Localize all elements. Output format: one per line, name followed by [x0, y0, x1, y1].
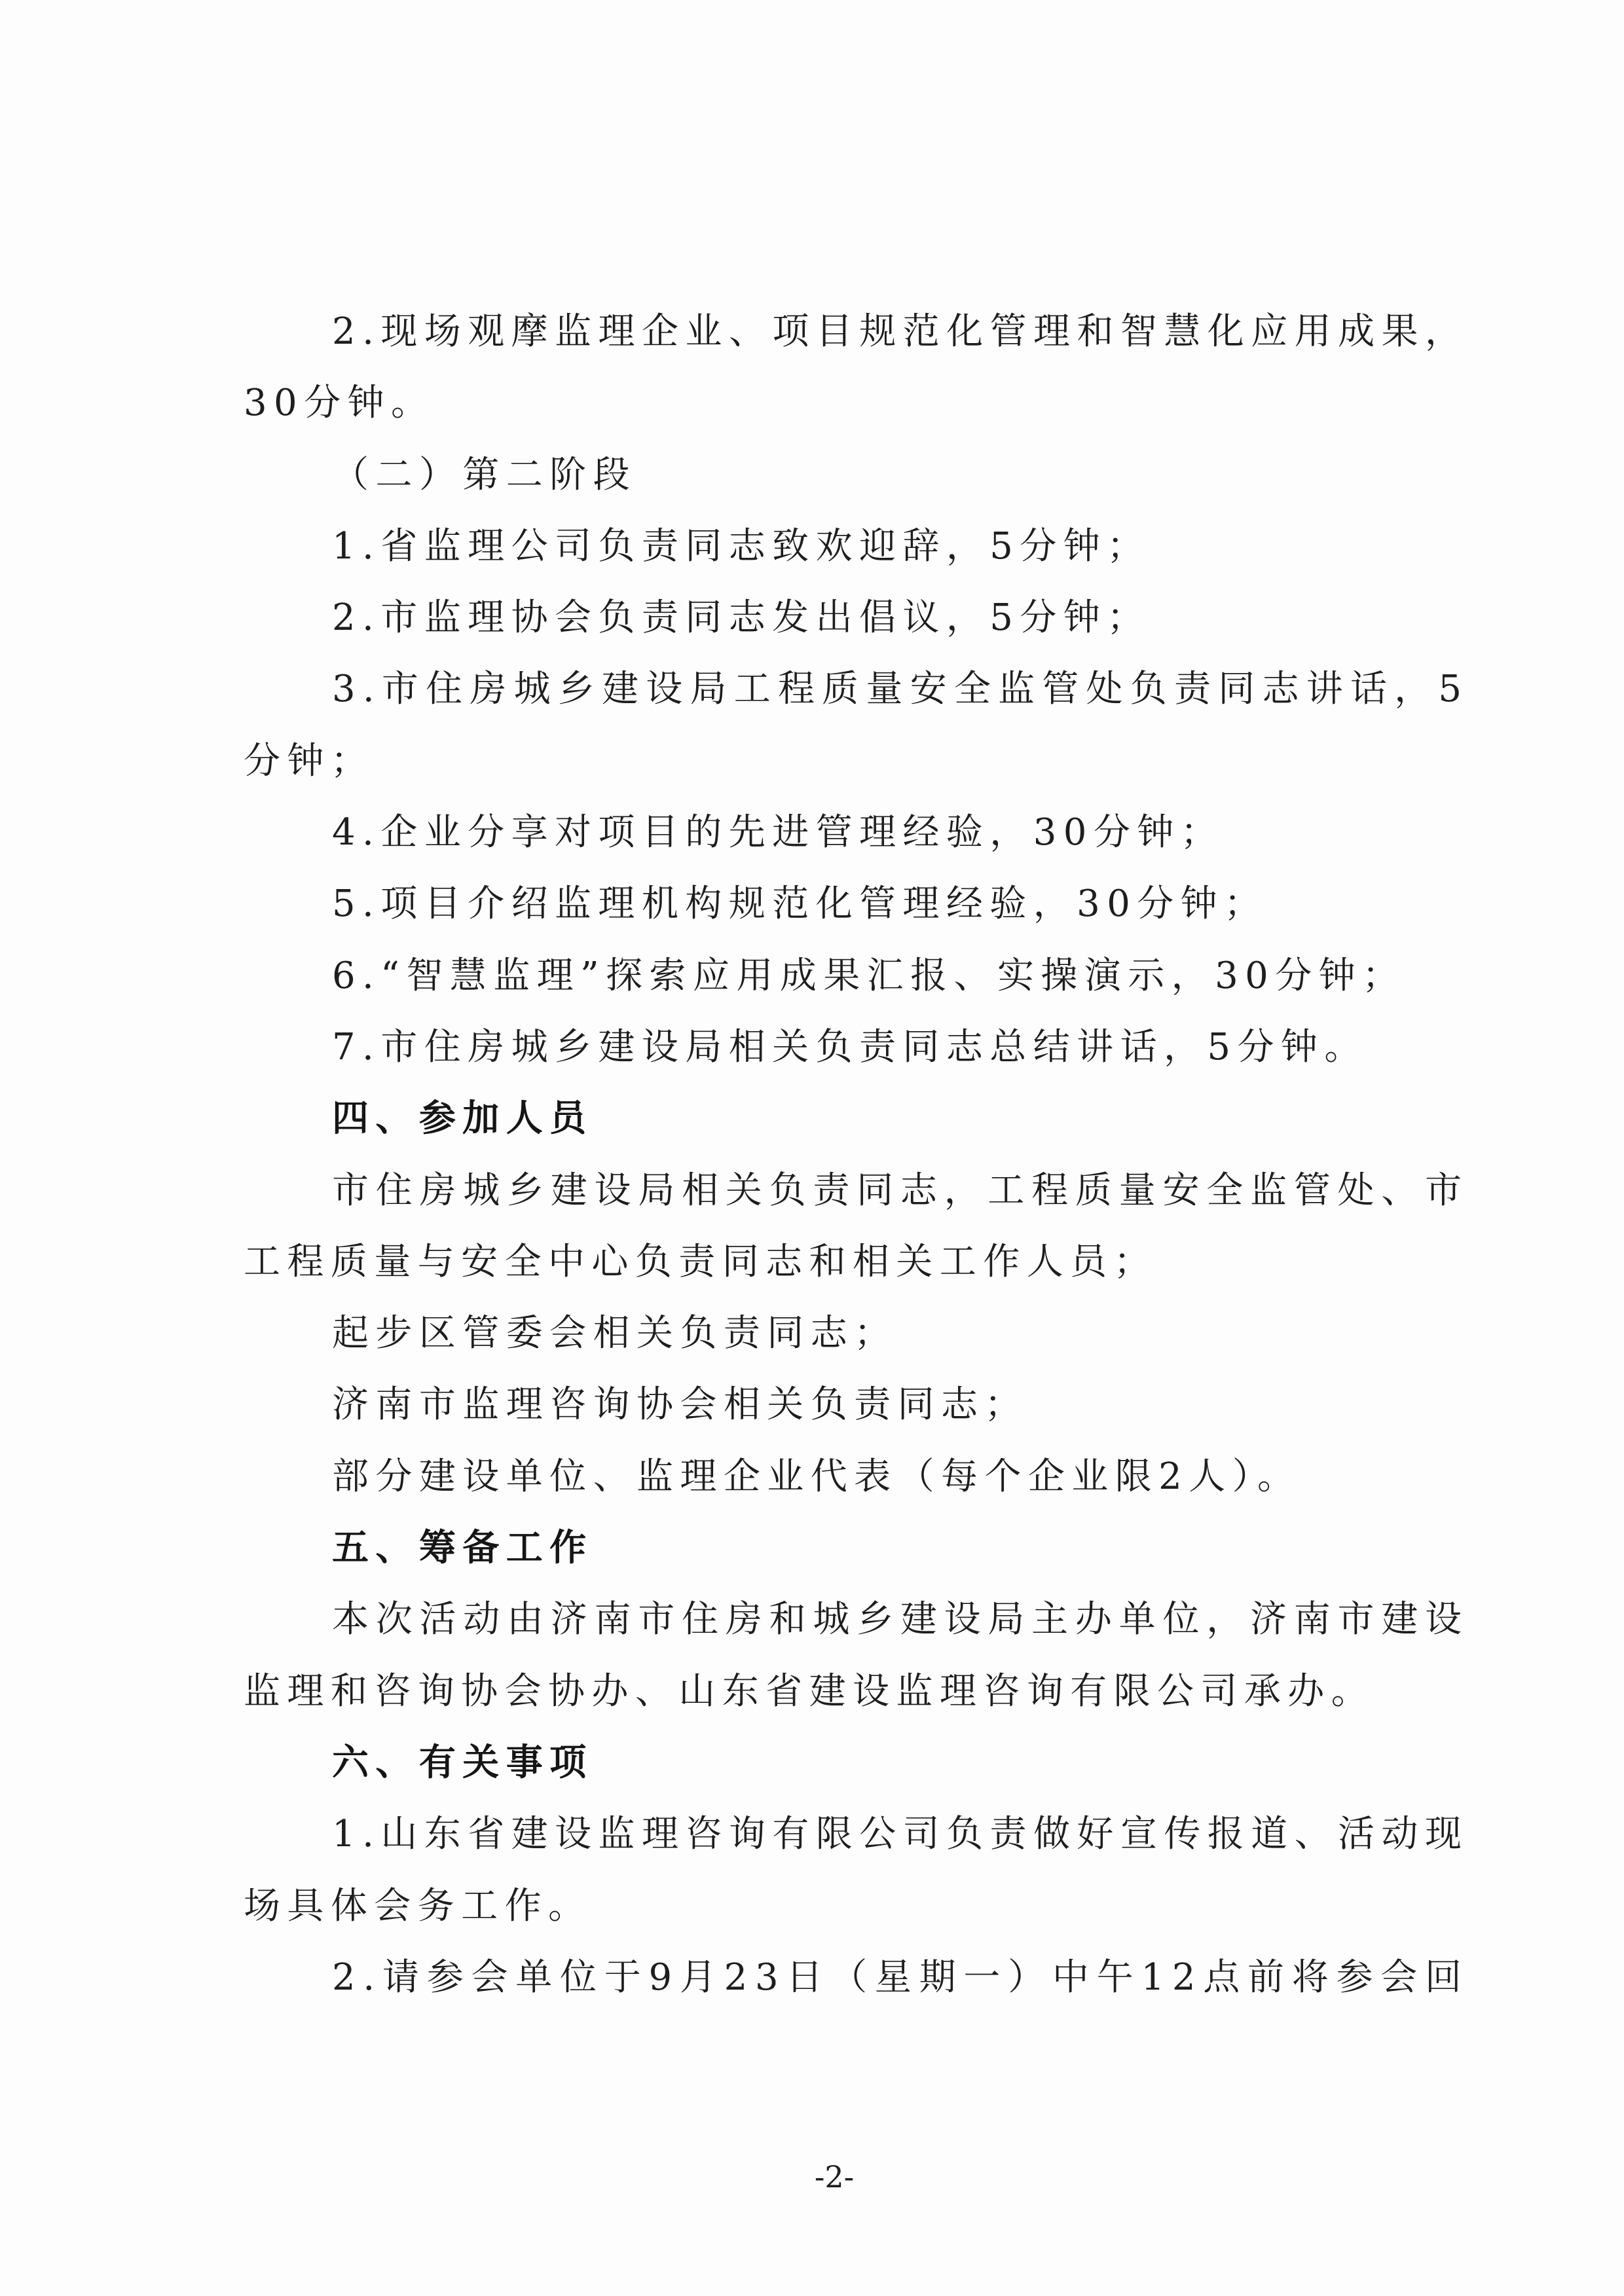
text-line: 5.项目介绍监理机构规范化管理经验，30分钟； — [332, 883, 1268, 926]
text-line: 2.请参会单位于9月23日（星期一）中午12点前将参会回 — [332, 1956, 1469, 1999]
text-line: 工程质量与安全中心负责同志和相关工作人员； — [244, 1240, 1157, 1283]
text-line: 分钟； — [244, 739, 375, 782]
text-line: 7.市住房城乡建设局相关负责同志总结讲话，5分钟。 — [332, 1025, 1368, 1068]
section-heading: 五、筹备工作 — [332, 1527, 593, 1570]
text-line: 3.市住房城乡建设局工程质量安全监管处负责同志讲话，5 — [332, 668, 1469, 711]
text-line: 4.企业分享对项目的先进管理经验，30分钟； — [332, 811, 1225, 854]
section-heading: 六、有关事项 — [332, 1741, 593, 1784]
text-line: 6.“智慧监理”探索应用成果汇报、实操演示，30分钟； — [332, 954, 1406, 997]
text-line: 2.现场观摩监理企业、项目规范化管理和智慧化应用成果， — [332, 310, 1469, 353]
text-line: 2.市监理协会负责同志发出倡议，5分钟； — [332, 596, 1151, 640]
text-line: 1.山东省建设监理咨询有限公司负责做好宣传报道、活动现 — [332, 1813, 1469, 1856]
page-number: -2- — [814, 2159, 855, 2195]
text-line: 监理和咨询协会协办、山东省建设监理咨询有限公司承办。 — [244, 1669, 1375, 1713]
text-line: 起步区管委会相关负责同志； — [332, 1312, 898, 1355]
document-body — [244, 296, 1469, 2013]
text-line: 场具体会务工作。 — [244, 1884, 592, 1927]
text-line: 市住房城乡建设局相关负责同志，工程质量安全监管处、市 — [332, 1169, 1469, 1212]
section-heading: 四、参加人员 — [332, 1097, 593, 1140]
text-line: 30分钟。 — [244, 382, 435, 425]
text-line: 济南市监理咨询协会相关负责同志； — [332, 1383, 1028, 1427]
text-line: 1.省监理公司负责同志致欢迎辞，5分钟； — [332, 524, 1151, 568]
text-line: 本次活动由济南市住房和城乡建设局主办单位，济南市建设 — [332, 1598, 1469, 1641]
stage-heading: （二）第二阶段 — [332, 453, 637, 496]
text-line: 部分建设单位、监理企业代表（每个企业限2人）。 — [332, 1455, 1301, 1498]
